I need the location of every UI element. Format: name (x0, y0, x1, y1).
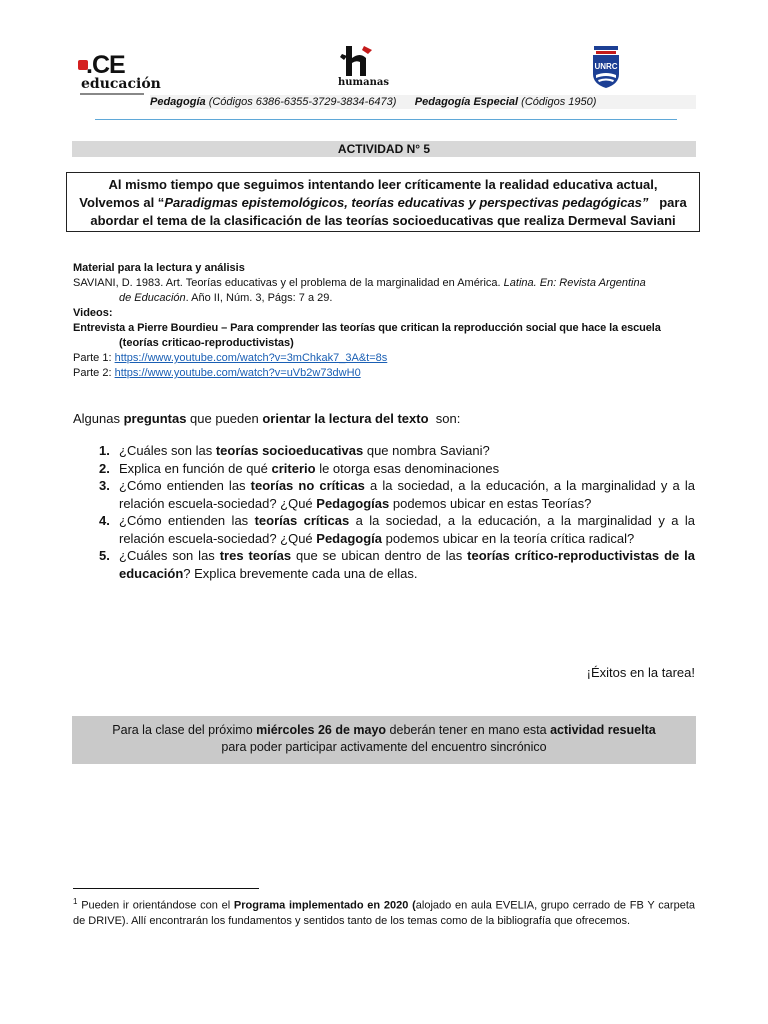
intro-line-2-italic: Paradigmas epistemológicos, teorías educativas y perspectivas pedagógicas” (164, 195, 649, 210)
humanas-emblem-icon (338, 44, 378, 78)
question-number: 1. (99, 443, 110, 458)
logo-unrc (591, 44, 621, 90)
logo-ce-educacion (72, 50, 161, 100)
interview-line-2: (teorías criticao-reproductivistas) (119, 337, 294, 349)
reference-journal-2: de Educación (119, 292, 186, 304)
materials-heading: Material para la lectura y análisis (73, 262, 245, 274)
question-text: ¿Cuáles son las tres teorías que se ubican dentro de las teorías crítico-reproductivistas de la educación? Explica brevemente cada una de ellas. (119, 548, 695, 581)
program-codes-line (150, 95, 696, 109)
intro-line-2 (67, 194, 699, 212)
logo-humanas-word: humanas (338, 77, 389, 88)
notice-line-2: para poder participar activamente del encuentro sincrónico (221, 740, 547, 754)
reference-continuation (73, 291, 695, 306)
intro-line-2-suffix: para (648, 195, 687, 210)
questions-intro-c: que pueden (186, 411, 263, 426)
video-part-2 (73, 366, 695, 381)
question-item-1 (73, 442, 695, 460)
video-part-2-label: Parte 2: (73, 367, 115, 379)
video-part-1-label: Parte 1: (73, 352, 115, 364)
question-text: Explica en función de qué criterio le otorga esas denominaciones (119, 460, 500, 476)
intro-box (66, 172, 700, 232)
questions-intro-e: son: (428, 411, 461, 426)
reference-tail: . Año II, Núm. 3, Págs: 7 a 29. (185, 292, 333, 304)
video-part-1-link[interactable]: https://www.youtube.com/watch?v=3mChkak7_3A&t=8s (114, 352, 388, 364)
intro-line-1: Al mismo tiempo que seguimos intentando leer críticamente la realidad educativa actual, (108, 177, 658, 192)
logo-ce-tagline (80, 93, 144, 95)
question-item-5 (73, 547, 695, 582)
footnote-separator (73, 888, 259, 889)
footnote-mark: 1 (73, 897, 78, 906)
deadline-notice (72, 716, 696, 764)
question-number: 4. (99, 513, 110, 528)
questions-intro-a: Algunas (73, 411, 124, 426)
question-item-2 (73, 460, 695, 478)
questions-intro-d: orientar la lectura del texto (262, 411, 429, 426)
intro-line-2-prefix: Volvemos al “ (79, 195, 165, 210)
question-number: 2. (99, 460, 110, 476)
question-number: 5. (99, 548, 110, 563)
questions-intro-b: preguntas (123, 411, 187, 426)
reference-text: SAVIANI, D. 1983. Art. Teorías educativas y el problema de la marginalidad en América. (73, 277, 504, 289)
logo-ce-mark: .CE (86, 51, 125, 79)
question-number: 3. (99, 478, 110, 493)
question-item-4 (73, 512, 695, 547)
question-text: ¿Cómo entienden las teorías críticas a la sociedad, a la educación, a la marginalidad y a la relación escuela-sociedad? ¿Qué Pedagogía podemos ubicar en la teoría crítica radical? (119, 513, 695, 546)
question-text: ¿Cuáles son las teorías socioeducativas que nombra Saviani? (119, 443, 490, 458)
question-item-3 (73, 477, 695, 512)
logo-humanas (338, 44, 389, 92)
program2-name: Pedagogía Especial (414, 96, 519, 108)
question-text: ¿Cómo entienden las teorías no críticas a la sociedad, a la educación, a la marginalidad y a la relación escuela-sociedad? ¿Qué Pedagogías podemos ubicar en estas Teorías? (119, 478, 695, 511)
unrc-shield-text: UNRC (594, 62, 618, 71)
logo-ce-word: educación (81, 76, 161, 92)
footnote: $^1$ Pueden ir orientándose con el Programa implementado en 2020 (alojado en aula EVELIA, grupo cerrado de FB Y carpeta de DRIVE). Allí encontrarán los fundamentos y sentidos tanto de los temas como de la bibliografía que ofrecemos. (73, 897, 695, 927)
reference-journal: Latina. En: Revista Argentina (503, 277, 646, 289)
notice-line-1: Para la clase del próximo miércoles 26 de mayo deberán tener en mano esta actividad resuelta (112, 723, 656, 737)
reference-saviani (73, 276, 695, 291)
materials-section (73, 261, 695, 381)
interview-line-1: Entrevista a Pierre Bourdieu – Para comprender las teorías que critican la reproducción social que hace la escuela (73, 322, 661, 334)
program1-codes: (Códigos 6386-6355-3729-3834-6473) (208, 96, 397, 108)
videos-heading: Videos: (73, 307, 113, 319)
program1-name: Pedagogía (150, 96, 206, 108)
program2-codes: (Códigos 1950) (521, 96, 597, 108)
video-part-2-link[interactable]: https://www.youtube.com/watch?v=uVb2w73dwH0 (114, 367, 361, 379)
video-part-1 (73, 351, 695, 366)
unrc-shield-icon (591, 44, 621, 90)
closing-message: ¡Éxitos en la tarea! (586, 665, 695, 680)
header-divider (95, 119, 677, 120)
activity-title: ACTIVIDAD N° 5 (72, 141, 696, 157)
intro-line-3: abordar el tema de la clasificación de las teorías socioeducativas que realiza Dermeval Saviani (90, 213, 676, 228)
questions-list (73, 442, 695, 582)
questions-intro (73, 410, 460, 428)
